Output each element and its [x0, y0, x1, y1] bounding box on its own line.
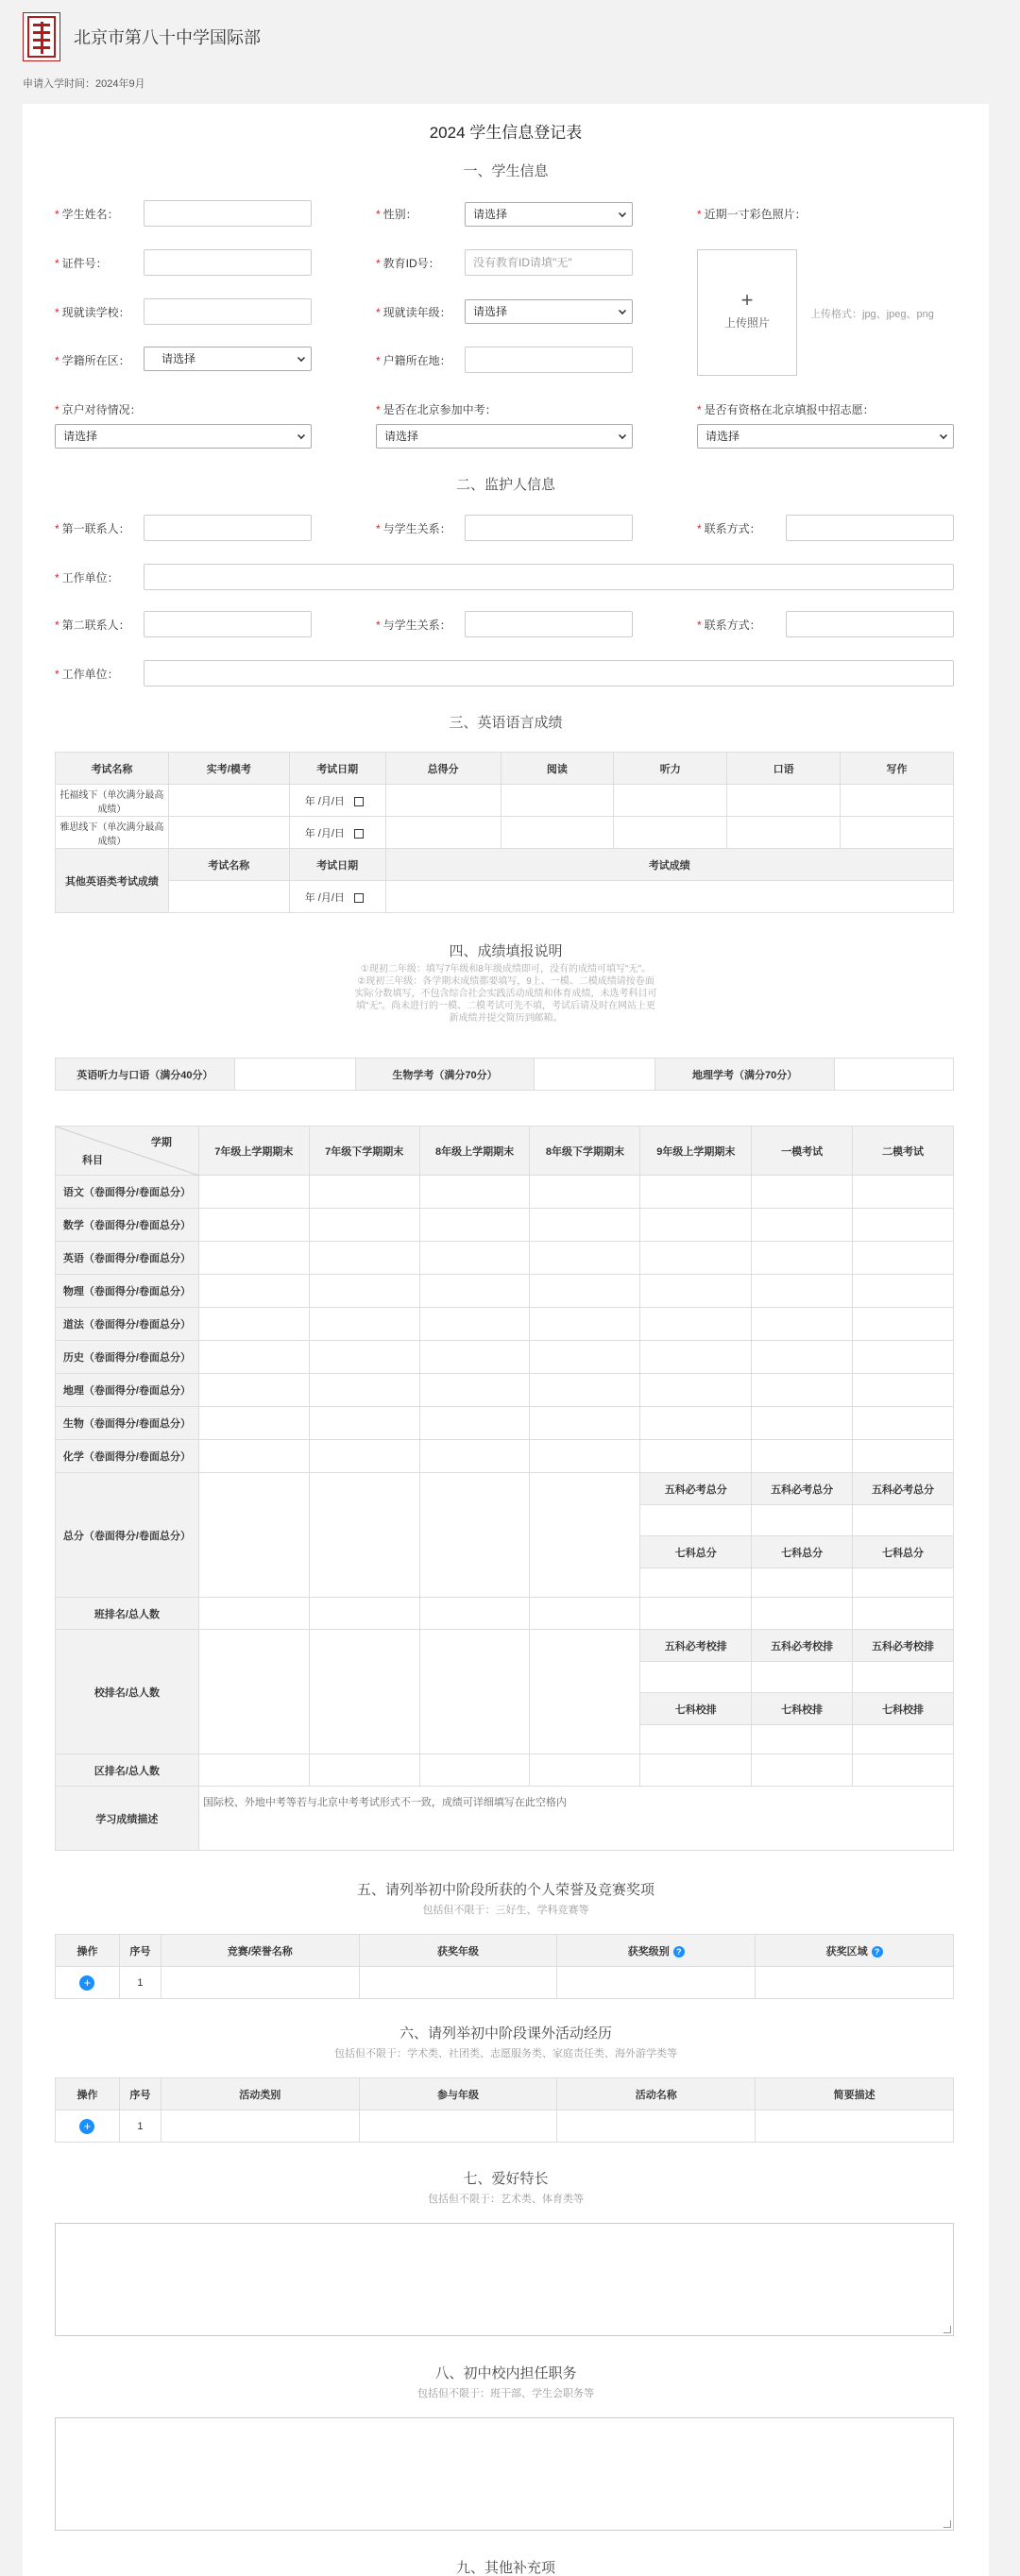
note-line: 新成绩并提交简历到邮箱。: [449, 1013, 563, 1024]
section-student-title: 一、学生信息: [463, 163, 549, 179]
table-cell[interactable]: [419, 1630, 530, 1754]
table-cell[interactable]: [198, 1242, 309, 1275]
table-row: [56, 1209, 954, 1242]
id-label: * 证件号：: [55, 257, 108, 270]
term-header: 8年级上学期期末: [419, 1127, 530, 1176]
extra-scores-table: [55, 1058, 954, 1091]
relation2-input[interactable]: [465, 611, 633, 637]
table-cell[interactable]: [853, 1505, 954, 1536]
english-table: [55, 752, 954, 913]
table-cell[interactable]: [640, 1275, 752, 1308]
table-cell[interactable]: [385, 817, 501, 849]
table-cell[interactable]: [853, 1725, 954, 1754]
table-cell[interactable]: [752, 1308, 853, 1341]
table-cell[interactable]: [853, 1374, 954, 1407]
table-cell[interactable]: [309, 1630, 419, 1754]
contact1-input[interactable]: [144, 515, 312, 541]
table-cell[interactable]: [198, 1440, 309, 1473]
table-cell[interactable]: [419, 1440, 530, 1473]
table-cell[interactable]: [161, 2110, 359, 2143]
resize-handle[interactable]: [944, 2520, 951, 2528]
awards-col-op: 操作: [56, 1935, 120, 1967]
table-cell[interactable]: [309, 1275, 419, 1308]
table-cell[interactable]: [752, 1725, 853, 1754]
zhongkao-label: * 是否在北京参加中考：: [376, 403, 497, 416]
gender-label: * 性别：: [376, 208, 417, 221]
table-cell[interactable]: [419, 1341, 530, 1374]
table-cell[interactable]: [419, 1275, 530, 1308]
five-rank-header: 五科必考校排: [853, 1630, 954, 1662]
seven-rank-header: 七科校排: [853, 1693, 954, 1725]
duties-textarea[interactable]: [55, 2417, 954, 2531]
table-cell[interactable]: [853, 1242, 954, 1275]
section-guardian-title: 二、监护人信息: [455, 477, 555, 493]
table-cell[interactable]: [853, 1440, 954, 1473]
contact2-label: * 第二联系人：: [55, 619, 130, 632]
table-cell[interactable]: [530, 1440, 640, 1473]
table-cell[interactable]: [752, 1407, 853, 1440]
term-header: 一模考试: [752, 1127, 853, 1176]
table-cell[interactable]: [853, 1176, 954, 1209]
term-header: 9年级上学期期末: [640, 1127, 752, 1176]
section-duties-note: 包括但不限于：班干部、学生会职务等: [417, 2388, 594, 2399]
relation1-label: * 与学生关系：: [376, 522, 451, 535]
school-rank-label: 校排名/总人数: [56, 1630, 199, 1754]
help-icon[interactable]: ?: [673, 1946, 685, 1957]
desc-input[interactable]: 国际校、外地中考等若与北京中考考试形式不一致，成绩可详细填写在此空格内: [198, 1787, 953, 1851]
act-col-index: 序号: [119, 2078, 161, 2110]
biology-label: 生物学考（满分70分）: [355, 1059, 535, 1091]
section-hobbies-title: 七、爱好特长: [463, 2171, 549, 2187]
seven-rank-header: 七科校排: [640, 1693, 752, 1725]
term-header: 7年级下学期期末: [309, 1127, 419, 1176]
other-col-name: 考试名称: [168, 849, 289, 881]
table-cell[interactable]: [853, 1341, 954, 1374]
act-col-type: 活动类别: [161, 2078, 359, 2110]
table-cell[interactable]: [835, 1059, 954, 1091]
table-cell[interactable]: [309, 1754, 419, 1787]
qualify-label: * 是否有资格在北京填报中招志愿：: [697, 403, 875, 416]
eduid-label: * 教育ID号：: [376, 257, 440, 270]
five-total-header: 五科必考总分: [640, 1473, 752, 1505]
subject-label: 历史（卷面得分/卷面总分）: [56, 1341, 199, 1374]
table-cell[interactable]: [756, 1967, 954, 1999]
table-row: [56, 1176, 954, 1209]
awards-col-area: 获奖区域 ?: [756, 1935, 954, 1967]
subject-label: 英语（卷面得分/卷面总分）: [56, 1242, 199, 1275]
page-header: [0, 0, 1020, 74]
table-row: [56, 2110, 954, 2143]
table-row: [56, 1440, 954, 1473]
five-rank-header: 五科必考校排: [752, 1630, 853, 1662]
table-row: [56, 1374, 954, 1407]
table-cell[interactable]: [419, 1374, 530, 1407]
table-cell[interactable]: [640, 1374, 752, 1407]
act-col-op: 操作: [56, 2078, 120, 2110]
five-total-header: 五科必考总分: [752, 1473, 853, 1505]
table-cell[interactable]: [853, 1407, 954, 1440]
grade-label: * 现就读年级：: [376, 306, 451, 319]
table-cell[interactable]: [419, 1598, 530, 1630]
table-cell[interactable]: [419, 1407, 530, 1440]
awards-col-name: 竞赛/荣誉名称: [161, 1935, 359, 1967]
table-cell[interactable]: [640, 1440, 752, 1473]
table-cell[interactable]: [640, 1725, 752, 1754]
calendar-icon: [354, 893, 364, 903]
grade-select[interactable]: 请选择: [465, 299, 633, 324]
eduid-input[interactable]: 没有教育ID请填"无": [465, 249, 633, 276]
act-col-desc: 简要描述: [756, 2078, 954, 2110]
table-cell[interactable]: [309, 1176, 419, 1209]
district-rank-label: 区排名/总人数: [56, 1754, 199, 1787]
table-cell[interactable]: [530, 1754, 640, 1787]
table-cell[interactable]: [309, 1407, 419, 1440]
photo-upload[interactable]: [697, 249, 797, 376]
section-activities-title: 六、请列举初中阶段课外活动经历: [399, 2025, 612, 2042]
student-name-input[interactable]: [144, 200, 312, 227]
student-name-label: * 学生姓名：: [55, 208, 119, 221]
table-cell[interactable]: [419, 1308, 530, 1341]
table-cell[interactable]: [853, 1209, 954, 1242]
form-card: [23, 104, 989, 2576]
table-cell[interactable]: [198, 1407, 309, 1440]
table-cell[interactable]: [530, 1341, 640, 1374]
table-cell[interactable]: [419, 1176, 530, 1209]
table-cell[interactable]: [198, 1209, 309, 1242]
table-cell[interactable]: [385, 785, 501, 817]
section-hobbies-note: 包括但不限于：艺术类、体育类等: [428, 2194, 584, 2205]
table-cell[interactable]: [727, 817, 841, 849]
contact2-input[interactable]: [144, 611, 312, 637]
calendar-icon: [354, 829, 364, 839]
table-row: [56, 1341, 954, 1374]
table-cell[interactable]: [853, 1275, 954, 1308]
upload-format: 上传格式：jpg、jpeg、png: [810, 309, 934, 320]
table-cell[interactable]: [640, 1242, 752, 1275]
table-cell[interactable]: [530, 1308, 640, 1341]
table-cell[interactable]: [530, 1598, 640, 1630]
jingkou-select[interactable]: 请选择: [55, 424, 312, 449]
table-cell[interactable]: [535, 1059, 655, 1091]
resize-handle[interactable]: [944, 2326, 951, 2333]
table-cell[interactable]: [198, 1473, 309, 1598]
note-line: ①现初二年级：填写7年级和8年级成绩即可，没有的成绩可填写"无"。: [360, 964, 652, 974]
section-other-title: 九、其他补充项: [455, 2560, 555, 2576]
table-cell[interactable]: [168, 785, 289, 817]
table-cell[interactable]: [640, 1308, 752, 1341]
plus-icon: +: [740, 288, 754, 312]
jingkou-label: * 京户对待情况：: [55, 403, 142, 416]
table-cell[interactable]: [198, 1374, 309, 1407]
section-awards-note: 包括但不限于：三好生、学科竞赛等: [422, 1905, 589, 1916]
table-cell[interactable]: [853, 1754, 954, 1787]
date-input[interactable]: 年 /月/日: [289, 881, 385, 913]
table-cell[interactable]: [419, 1754, 530, 1787]
geography-label: 地理学考（满分70分）: [655, 1059, 835, 1091]
subject-label: 数学（卷面得分/卷面总分）: [56, 1209, 199, 1242]
contact1-label: * 第一联系人：: [55, 522, 130, 535]
table-cell[interactable]: [198, 1176, 309, 1209]
table-cell[interactable]: [756, 2110, 954, 2143]
table-cell[interactable]: [752, 1275, 853, 1308]
seven-total-header: 七科总分: [752, 1536, 853, 1568]
table-cell[interactable]: [640, 1754, 752, 1787]
section-english-title: 三、英语语言成绩: [449, 715, 563, 731]
district-select[interactable]: 请选择: [144, 347, 312, 371]
table-cell[interactable]: [530, 1473, 640, 1598]
table-cell[interactable]: [640, 1176, 752, 1209]
table-row: [56, 1407, 954, 1440]
row-index: 1: [119, 1967, 161, 1999]
table-cell[interactable]: [359, 2110, 557, 2143]
table-cell[interactable]: [419, 1473, 530, 1598]
table-cell[interactable]: [752, 1242, 853, 1275]
table-cell[interactable]: [530, 1407, 640, 1440]
awards-col-grade: 获奖年级: [359, 1935, 557, 1967]
table-cell[interactable]: [198, 1308, 309, 1341]
relation2-label: * 与学生关系：: [376, 619, 451, 632]
section-awards-title: 五、请列举初中阶段所获的个人荣誉及竞赛奖项: [356, 1882, 654, 1898]
row-index: 1: [119, 2110, 161, 2143]
en-col-listening: 听力: [614, 753, 727, 785]
table-cell[interactable]: [530, 1242, 640, 1275]
table-row: [56, 817, 954, 849]
table-cell[interactable]: [198, 1630, 309, 1754]
add-row-cell: [56, 2110, 120, 2143]
table-cell[interactable]: [309, 1473, 419, 1598]
table-cell[interactable]: [752, 1209, 853, 1242]
note-line: ②现初三年级：各学期末成绩都要填写，9上、一模、二模成绩请按卷面: [357, 976, 654, 987]
school-label: * 现就读学校：: [55, 306, 130, 319]
toefl-label: 托福线下（单次满分最高成绩）: [56, 785, 169, 817]
table-cell[interactable]: [530, 1176, 640, 1209]
table-cell[interactable]: [841, 817, 954, 849]
en-col-writing: 写作: [841, 753, 954, 785]
table-cell[interactable]: [501, 817, 614, 849]
en-col-date: 考试日期: [289, 753, 385, 785]
en-col-type: 实考/模考: [168, 753, 289, 785]
work2-input[interactable]: [144, 660, 954, 686]
table-cell[interactable]: [752, 1374, 853, 1407]
seven-rank-header: 七科校排: [752, 1693, 853, 1725]
corner-term: 学期: [150, 1137, 172, 1148]
hobbies-textarea[interactable]: [55, 2223, 954, 2336]
table-row: [56, 1242, 954, 1275]
table-row: [56, 1967, 954, 1999]
table-cell[interactable]: [309, 1242, 419, 1275]
table-row: [56, 1598, 954, 1630]
qualify-select[interactable]: 请选择: [697, 424, 954, 449]
term-header: 8年级下学期期末: [530, 1127, 640, 1176]
date-input[interactable]: 年 /月/日: [289, 817, 385, 849]
table-cell[interactable]: [752, 1440, 853, 1473]
calendar-icon: [354, 797, 364, 806]
section-duties-title: 八、初中校内担任职务: [434, 2365, 577, 2381]
table-cell[interactable]: [557, 2110, 756, 2143]
term-header: 7年级上学期期末: [198, 1127, 309, 1176]
table-cell[interactable]: [309, 1209, 419, 1242]
term-header: 二模考试: [853, 1127, 954, 1176]
add-icon[interactable]: +: [79, 1975, 94, 1991]
en-col-reading: 阅读: [501, 753, 614, 785]
awards-table: [55, 1934, 954, 1999]
total-label: 总分（卷面得分/卷面总分）: [56, 1473, 199, 1598]
table-cell[interactable]: [841, 785, 954, 817]
add-row-cell: [56, 1967, 120, 1999]
phone2-input[interactable]: [786, 611, 954, 637]
other-col-score: 考试成绩: [385, 849, 953, 881]
table-cell[interactable]: [640, 1598, 752, 1630]
listening-speaking-label: 英语听力与口语（满分40分）: [56, 1059, 235, 1091]
work1-label: * 工作单位：: [55, 571, 119, 585]
section-notes-title: 四、成绩填报说明: [449, 943, 563, 959]
table-cell[interactable]: [168, 881, 289, 913]
awards-col-index: 序号: [119, 1935, 161, 1967]
phone1-label: * 联系方式：: [697, 522, 761, 535]
activities-table: [55, 2077, 954, 2143]
hukou-label: * 户籍所在地：: [376, 354, 451, 367]
class-rank-label: 班排名/总人数: [56, 1598, 199, 1630]
district-label: * 学籍所在区：: [55, 354, 130, 367]
id-input[interactable]: [144, 249, 312, 276]
help-icon[interactable]: ?: [872, 1946, 883, 1957]
table-cell[interactable]: [640, 1209, 752, 1242]
phone1-input[interactable]: [786, 515, 954, 541]
subject-label: 物理（卷面得分/卷面总分）: [56, 1275, 199, 1308]
relation1-input[interactable]: [465, 515, 633, 541]
photo-label: * 近期一寸彩色照片：: [697, 208, 807, 221]
table-cell[interactable]: [752, 1754, 853, 1787]
note-line: 填"无"。尚未进行的一模、二模考试可先不填，考试后请及时在网站上更: [355, 1001, 656, 1011]
ielts-label: 雅思线下（单次满分最高成绩）: [56, 817, 169, 849]
zhongkao-select[interactable]: 请选择: [376, 424, 633, 449]
table-row: [56, 881, 954, 913]
table-cell[interactable]: [752, 1568, 853, 1598]
table-cell[interactable]: [309, 1374, 419, 1407]
work2-label: * 工作单位：: [55, 668, 119, 681]
table-cell[interactable]: [530, 1374, 640, 1407]
table-cell[interactable]: [640, 1407, 752, 1440]
date-input[interactable]: 年 /月/日: [289, 785, 385, 817]
table-cell[interactable]: [501, 785, 614, 817]
table-cell[interactable]: [752, 1341, 853, 1374]
table-cell[interactable]: [198, 1754, 309, 1787]
subject-label: 语文（卷面得分/卷面总分）: [56, 1176, 199, 1209]
table-row: [56, 1308, 954, 1341]
table-row: [56, 1754, 954, 1787]
act-col-grade: 参与年级: [359, 2078, 557, 2110]
school-name: 北京市第八十中学国际部: [74, 28, 261, 47]
enroll-time: 申请入学时间：2024年9月: [23, 78, 145, 90]
table-cell[interactable]: [752, 1176, 853, 1209]
table-cell[interactable]: [752, 1505, 853, 1536]
table-cell[interactable]: [359, 1967, 557, 1999]
five-total-header: 五科必考总分: [853, 1473, 954, 1505]
subject-label: 化学（卷面得分/卷面总分）: [56, 1440, 199, 1473]
table-cell[interactable]: [727, 785, 841, 817]
other-english-label: 其他英语类考试成绩: [56, 849, 169, 913]
work1-input[interactable]: [144, 564, 954, 590]
upload-label: 上传照片: [723, 316, 770, 330]
table-cell[interactable]: [640, 1568, 752, 1598]
table-cell[interactable]: [168, 817, 289, 849]
table-cell[interactable]: [640, 1662, 752, 1693]
grades-corner: [56, 1127, 199, 1176]
act-col-name: 活动名称: [557, 2078, 756, 2110]
table-cell[interactable]: [853, 1662, 954, 1693]
table-cell[interactable]: [853, 1598, 954, 1630]
add-icon[interactable]: +: [79, 2119, 94, 2134]
corner-subject: 科目: [82, 1155, 103, 1166]
table-cell[interactable]: [385, 881, 953, 913]
table-cell[interactable]: [198, 1341, 309, 1374]
en-col-name: 考试名称: [56, 753, 169, 785]
table-cell[interactable]: [309, 1308, 419, 1341]
table-cell[interactable]: [752, 1598, 853, 1630]
grades-table: [55, 1126, 954, 1851]
table-cell[interactable]: [309, 1440, 419, 1473]
table-cell[interactable]: [309, 1598, 419, 1630]
school-logo: [23, 12, 60, 61]
table-cell[interactable]: [161, 1967, 359, 1999]
phone2-label: * 联系方式：: [697, 619, 761, 632]
table-cell[interactable]: [198, 1275, 309, 1308]
form-title: 2024 学生信息登记表: [429, 124, 583, 142]
table-cell[interactable]: [557, 1967, 756, 1999]
seven-total-header: 七科总分: [640, 1536, 752, 1568]
desc-label: 学习成绩描述: [56, 1787, 199, 1851]
school-input[interactable]: [144, 298, 312, 325]
hukou-input[interactable]: [465, 347, 633, 373]
table-cell[interactable]: [530, 1209, 640, 1242]
corner-diagonal: [56, 1127, 199, 1176]
section-activities-note: 包括但不限于：学术类、社团类、志愿服务类、家庭责任类、海外游学类等: [334, 2048, 677, 2059]
table-cell[interactable]: [640, 1505, 752, 1536]
table-cell[interactable]: [419, 1209, 530, 1242]
table-cell[interactable]: [530, 1630, 640, 1754]
en-col-speaking: 口语: [727, 753, 841, 785]
table-row: [56, 785, 954, 817]
gender-select[interactable]: 请选择: [465, 202, 633, 227]
table-cell[interactable]: [419, 1242, 530, 1275]
table-cell[interactable]: [853, 1308, 954, 1341]
table-cell[interactable]: [309, 1341, 419, 1374]
other-col-date: 考试日期: [289, 849, 385, 881]
subject-label: 地理（卷面得分/卷面总分）: [56, 1374, 199, 1407]
notes-block: [297, 963, 715, 1025]
awards-col-level: 获奖级别 ?: [557, 1935, 756, 1967]
subject-label: 道法（卷面得分/卷面总分）: [56, 1308, 199, 1341]
table-cell[interactable]: [853, 1568, 954, 1598]
five-rank-header: 五科必考校排: [640, 1630, 752, 1662]
table-cell[interactable]: [198, 1598, 309, 1630]
table-cell[interactable]: [752, 1662, 853, 1693]
seven-total-header: 七科总分: [853, 1536, 954, 1568]
table-row: [56, 1275, 954, 1308]
note-line: 实际分数填写，不包含综合社会实践活动成绩和体育成绩，未选考科目可: [354, 989, 657, 999]
subject-label: 生物（卷面得分/卷面总分）: [56, 1407, 199, 1440]
table-cell[interactable]: [614, 817, 727, 849]
table-cell[interactable]: [640, 1341, 752, 1374]
en-col-total: 总得分: [385, 753, 501, 785]
table-cell[interactable]: [530, 1275, 640, 1308]
table-cell[interactable]: [614, 785, 727, 817]
table-cell[interactable]: [234, 1059, 355, 1091]
